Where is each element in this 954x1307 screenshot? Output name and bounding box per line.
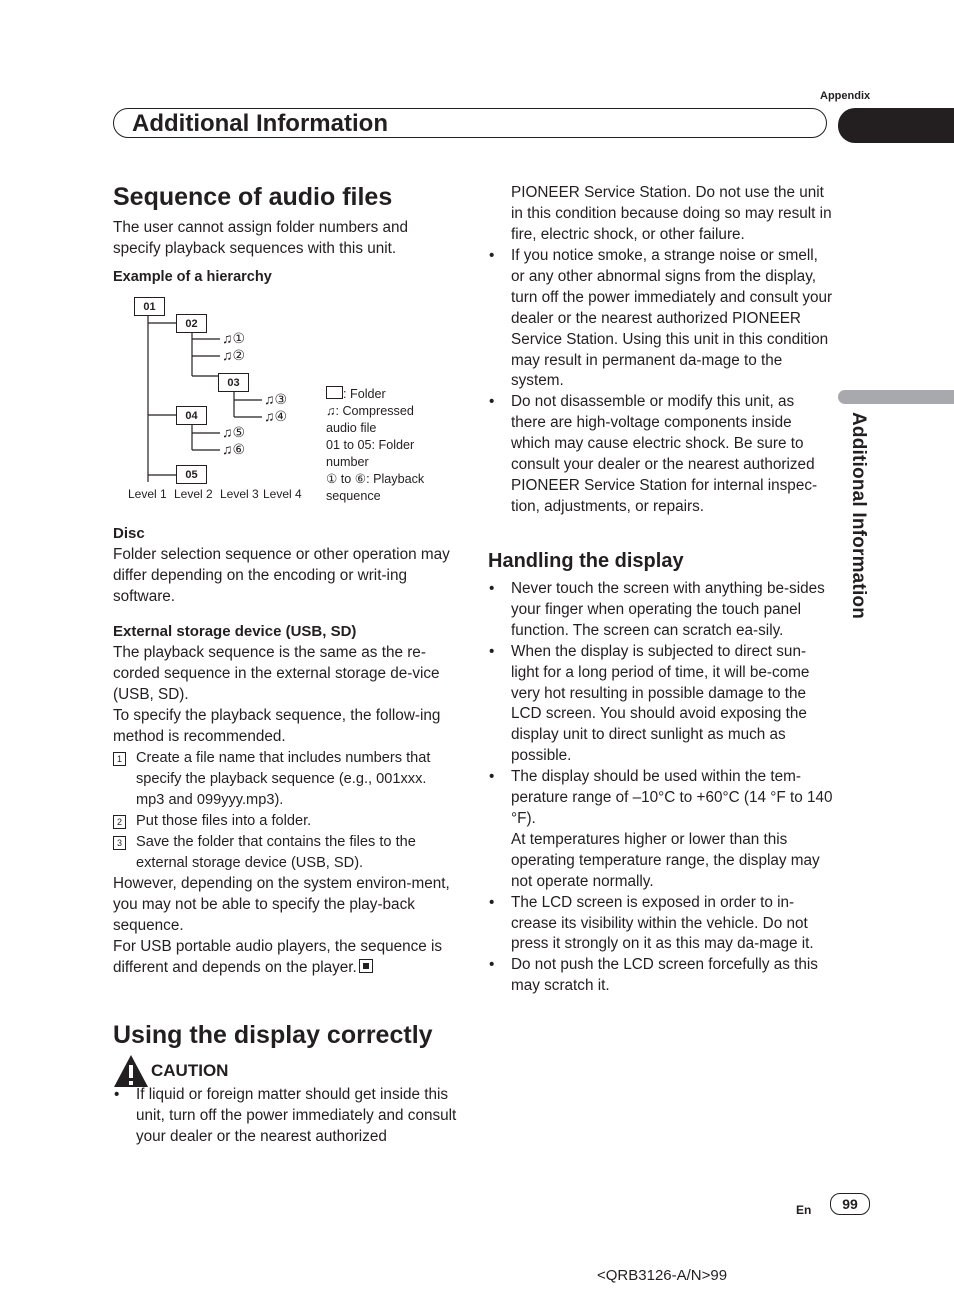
sequence-title: Sequence of audio files bbox=[113, 183, 393, 211]
end-mark-icon bbox=[359, 959, 373, 973]
step-text: Create a file name that includes numbers that specify the playback sequence (e.g., 001xxx. mp3 and 099yyy.mp3). bbox=[136, 750, 431, 808]
file-3: ♫③ bbox=[264, 391, 288, 407]
handling-bullets bbox=[488, 579, 833, 997]
step-list bbox=[113, 748, 458, 874]
caution-label: CAUTION bbox=[151, 1061, 229, 1080]
file-4: ♫④ bbox=[264, 408, 288, 424]
caution-continued-text: PIONEER Service Station. Do not use the unit in this condition because doing so may result in fire, electric shock, or other failure. bbox=[511, 184, 832, 243]
sequence-intro: The user cannot assign folder numbers and specify playback sequences with this unit. bbox=[113, 219, 409, 257]
caution-bullet: • If liquid or foreign matter should get inside this unit, turn off the power immediately and consult your dealer or the nearest authorized bbox=[113, 1085, 471, 1148]
warning-icon bbox=[113, 1054, 149, 1088]
list-item: • Never touch the screen with anything be-sides your finger when operating the touch panel function. The screen can scratch ea-sily. bbox=[488, 579, 833, 642]
document-code: <QRB3126-A/N>99 bbox=[597, 1267, 728, 1284]
folder-icon bbox=[326, 386, 343, 399]
display-section-title: Using the display correctly bbox=[113, 1021, 433, 1049]
side-index-label: Additional Information bbox=[848, 412, 869, 620]
level-4-label: Level 4 bbox=[263, 487, 302, 501]
legend-folder: : Folder bbox=[326, 386, 436, 403]
section-header-title: Additional Information bbox=[132, 110, 388, 137]
file-2: ♫② bbox=[222, 347, 246, 363]
page-number: 99 bbox=[830, 1193, 870, 1215]
file-5: ♫⑤ bbox=[222, 424, 246, 440]
legend-folder-range: 01 to 05: Folder number bbox=[326, 438, 415, 469]
external-storage-notes bbox=[113, 874, 453, 979]
temperature-note: At temperatures higher or lower than this operating temperature range, the display may not operate normally. bbox=[511, 830, 820, 890]
hierarchy-title: Example of a hierarchy bbox=[113, 269, 272, 285]
level-3-label: Level 3 bbox=[220, 487, 259, 501]
list-item: • The display should be used within the tem-perature range of –10°C to +60°C (14 °F to 140 °F). bbox=[488, 767, 833, 830]
side-index-tab bbox=[838, 390, 954, 404]
step-number: 3 bbox=[113, 836, 126, 850]
step-text: Save the folder that contains the files to the external storage device (USB, SD). bbox=[136, 834, 416, 871]
list-item: • Do not push the LCD screen forcefully as this may scratch it. bbox=[488, 955, 833, 997]
step-text: Put those files into a folder. bbox=[136, 813, 312, 829]
level-1-label: Level 1 bbox=[128, 487, 167, 501]
folder-04: 04 bbox=[176, 406, 207, 425]
ext-text-3: However, depending on the system environ-ment, you may not be able to specify the play-back sequence. bbox=[113, 875, 450, 934]
file-6: ♫⑥ bbox=[222, 441, 246, 457]
disc-title: Disc bbox=[113, 525, 145, 542]
step-item bbox=[113, 832, 458, 874]
external-storage-text bbox=[113, 643, 453, 748]
folder-02: 02 bbox=[176, 314, 207, 333]
step-number: 2 bbox=[113, 815, 126, 829]
music-note-icon: ♫ bbox=[222, 424, 233, 440]
ext-text-2: To specify the playback sequence, the follow-ing method is recommended. bbox=[113, 706, 441, 745]
appendix-label: Appendix bbox=[820, 90, 871, 102]
caution-bullets bbox=[488, 246, 833, 518]
file-1: ♫① bbox=[222, 330, 246, 346]
disc-text: Folder selection sequence or other operation may differ depending on the encoding or writ-ing software. bbox=[113, 546, 450, 605]
list-item: • Do not disassemble or modify this unit, as there are high-voltage components inside which may cause electric shock. Be sure to consult your dealer or the nearest authorized PIONEER Service Station for internal inspec-tion, adjustments, or repairs. bbox=[488, 392, 833, 517]
section-header-tab bbox=[838, 108, 954, 143]
music-note-icon: ♫ bbox=[326, 404, 336, 418]
music-note-icon: ♫ bbox=[264, 391, 275, 407]
language-label: En bbox=[796, 1203, 812, 1217]
handling-title: Handling the display bbox=[488, 550, 684, 572]
music-note-icon: ♫ bbox=[222, 330, 233, 346]
music-note-icon: ♫ bbox=[222, 347, 233, 363]
step-item bbox=[113, 811, 458, 832]
legend-seq-range: ① to ⑥: Playback sequence bbox=[326, 472, 425, 503]
music-note-icon: ♫ bbox=[222, 441, 233, 457]
hierarchy-lines bbox=[120, 290, 320, 505]
folder-03: 03 bbox=[218, 373, 249, 392]
list-item: • The LCD screen is exposed in order to in-crease its visibility within the vehicle. Do not press it strongly on it as this may da-mage it. bbox=[488, 893, 833, 956]
list-item: • If you notice smoke, a strange noise or smell, or any other abnormal signs from the display, turn off the power immediately and consult your dealer or the nearest authorized PIONEER Service Station. Using this unit in this condition may result in permanent da-mage to the system. bbox=[488, 246, 833, 392]
folder-01: 01 bbox=[134, 297, 165, 316]
level-2-label: Level 2 bbox=[174, 487, 213, 501]
hierarchy-diagram bbox=[120, 290, 320, 505]
list-item: • When the display is subjected to direct sun-light for a long period of time, it will be-come very hot resulting in possible damage to the LCD screen. You should avoid exposing the display unit to direct sunlight as much as possible. bbox=[488, 642, 833, 767]
external-storage-title: External storage device (USB, SD) bbox=[113, 623, 357, 640]
music-note-icon: ♫ bbox=[264, 408, 275, 424]
step-number: 1 bbox=[113, 752, 126, 766]
hierarchy-legend bbox=[326, 386, 436, 505]
ext-text-4: For USB portable audio players, the sequence is different and depends on the player. bbox=[113, 937, 443, 976]
folder-05: 05 bbox=[176, 465, 207, 484]
ext-text-1: The playback sequence is the same as the re-corded sequence in the external storage de-vice (USB, SD). bbox=[113, 644, 440, 703]
legend-file: ♫: Compressed audio file bbox=[326, 404, 414, 435]
step-item bbox=[113, 748, 458, 811]
